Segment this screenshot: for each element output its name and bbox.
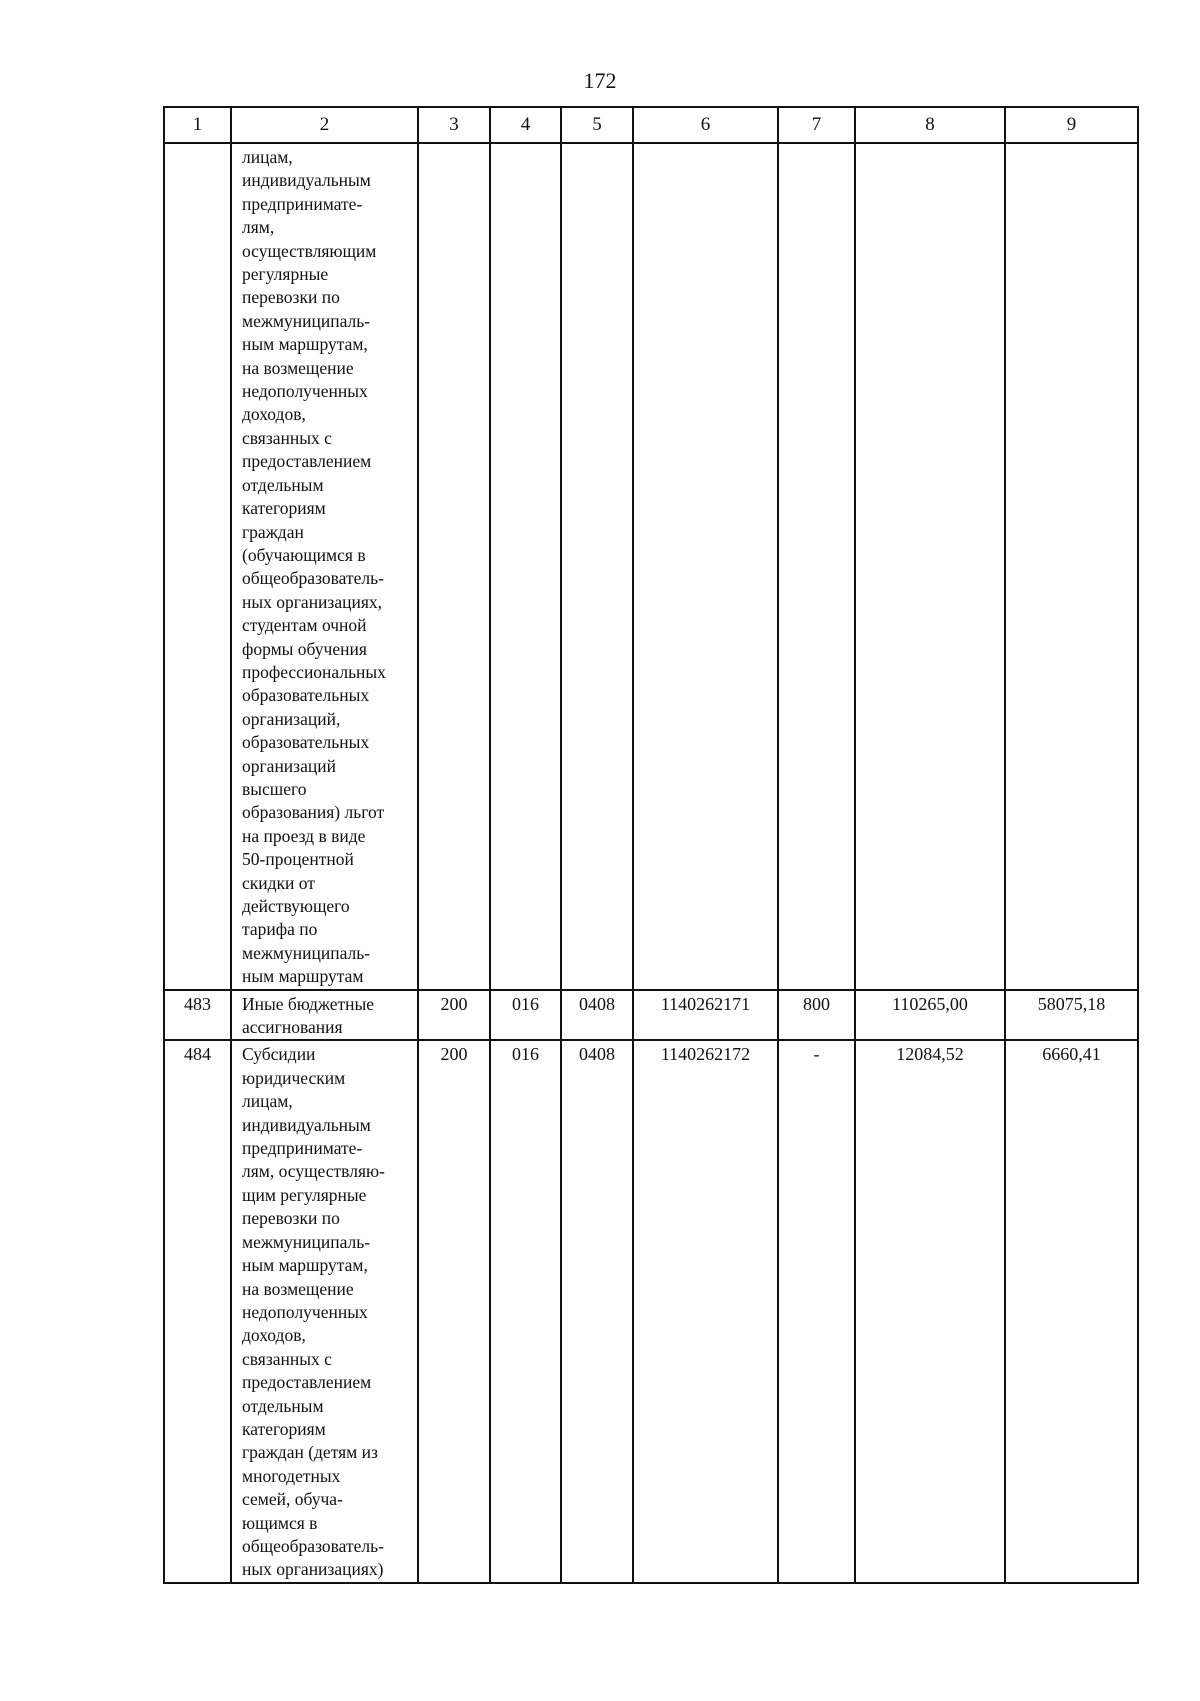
column-header: 7 bbox=[778, 107, 855, 143]
item-name-line: доходов, bbox=[242, 404, 306, 425]
item-name-line: Субсидии bbox=[242, 1044, 316, 1065]
budget-table bbox=[163, 106, 1139, 1584]
item-name-line: формы обучения bbox=[242, 638, 367, 659]
item-name-line: ным маршрутам, bbox=[242, 334, 368, 355]
item-name-line: на возмещение bbox=[242, 357, 354, 378]
item-name-line: перевозки по bbox=[242, 1208, 340, 1229]
item-name-line: недополученных bbox=[242, 381, 368, 402]
item-name-line: студентам очной bbox=[242, 615, 367, 636]
column-header: 6 bbox=[633, 107, 778, 143]
item-name-line: межмуниципаль- bbox=[242, 310, 371, 331]
kbk-code-cell bbox=[633, 143, 778, 990]
item-name-line: щим регулярные bbox=[242, 1184, 367, 1205]
item-name-line: ассигнования bbox=[242, 1017, 343, 1038]
item-name-line: категориям bbox=[242, 498, 326, 519]
column-number-row bbox=[164, 107, 1138, 143]
item-name-cell bbox=[231, 143, 418, 990]
item-name-line: тарифа по bbox=[242, 919, 318, 940]
column-5-cell: 0408 bbox=[561, 1040, 633, 1582]
item-name-line: граждан bbox=[242, 521, 304, 542]
item-name-line: общеобразователь- bbox=[242, 1535, 384, 1556]
item-name-line: индивидуальным bbox=[242, 1114, 371, 1135]
row-number-cell bbox=[164, 143, 231, 990]
item-name-line: скидки от bbox=[242, 872, 315, 893]
amount-executed-cell bbox=[1005, 143, 1138, 990]
column-header: 4 bbox=[490, 107, 561, 143]
item-name-line: на возмещение bbox=[242, 1278, 354, 1299]
column-4-cell: 016 bbox=[490, 990, 561, 1041]
item-name-line: предоставлением bbox=[242, 451, 372, 472]
item-name-line: образовательных bbox=[242, 685, 370, 706]
item-name-line: ным маршрутам, bbox=[242, 1255, 368, 1276]
item-name-line: образования) льгот bbox=[242, 802, 385, 823]
column-header: 2 bbox=[231, 107, 418, 143]
item-name-line: регулярные bbox=[242, 264, 329, 285]
item-name-line: 50-процентной bbox=[242, 849, 354, 870]
item-name-line: ющимся в bbox=[242, 1512, 318, 1533]
item-name-line: ных организациях, bbox=[242, 591, 383, 612]
column-header: 1 bbox=[164, 107, 231, 143]
column-3-cell bbox=[418, 143, 490, 990]
item-name-line: предпринимате- bbox=[242, 1138, 363, 1159]
item-name-line: доходов, bbox=[242, 1325, 306, 1346]
item-name-line: предпринимате- bbox=[242, 193, 363, 214]
column-3-cell: 200 bbox=[418, 1040, 490, 1582]
column-header: 9 bbox=[1005, 107, 1138, 143]
column-4-cell: 016 bbox=[490, 1040, 561, 1582]
item-name-line: индивидуальным bbox=[242, 170, 371, 191]
item-name-line: общеобразователь- bbox=[242, 568, 384, 589]
item-name-line: перевозки по bbox=[242, 287, 340, 308]
item-name-line: отдельным bbox=[242, 474, 324, 495]
amount-cell: 110265,00 bbox=[855, 990, 1005, 1041]
item-name-line: организаций bbox=[242, 755, 336, 776]
amount-cell bbox=[855, 143, 1005, 990]
item-name-line: категориям bbox=[242, 1418, 326, 1439]
item-name-line: многодетных bbox=[242, 1465, 341, 1486]
item-name-line: лям, bbox=[242, 217, 275, 238]
item-name-line: лям, осуществляю- bbox=[242, 1161, 385, 1182]
item-name-line: юридическим bbox=[242, 1067, 346, 1088]
table-row bbox=[164, 143, 1138, 990]
expense-type-cell: - bbox=[778, 1040, 855, 1582]
item-name-line: связанных с bbox=[242, 1348, 332, 1369]
amount-cell: 12084,52 bbox=[855, 1040, 1005, 1582]
item-name-line: действующего bbox=[242, 896, 350, 916]
column-5-cell: 0408 bbox=[561, 990, 633, 1041]
item-name-line: организаций, bbox=[242, 708, 341, 729]
item-name-line: предоставлением bbox=[242, 1372, 372, 1393]
item-name-line: (обучающимся в bbox=[242, 544, 366, 565]
item-name-line: на проезд в виде bbox=[242, 825, 366, 846]
row-number-cell: 484 bbox=[164, 1040, 231, 1582]
amount-executed-cell: 6660,41 bbox=[1005, 1040, 1138, 1582]
item-name-line: отдельным bbox=[242, 1395, 324, 1416]
column-header: 5 bbox=[561, 107, 633, 143]
item-name-line: семей, обуча- bbox=[242, 1489, 343, 1510]
column-header: 8 bbox=[855, 107, 1005, 143]
column-5-cell bbox=[561, 143, 633, 990]
item-name-line: профессиональных bbox=[242, 661, 386, 682]
item-name-line: граждан (детям из bbox=[242, 1442, 378, 1463]
column-3-cell: 200 bbox=[418, 990, 490, 1041]
item-name-cell bbox=[231, 1040, 418, 1582]
item-name-line: межмуниципаль- bbox=[242, 942, 371, 963]
column-4-cell bbox=[490, 143, 561, 990]
item-name-line: межмуниципаль- bbox=[242, 1231, 371, 1252]
item-name-line: ным маршрутам bbox=[242, 966, 364, 987]
item-name-line: Иные бюджетные bbox=[242, 993, 375, 1014]
item-name-cell bbox=[231, 990, 418, 1041]
item-name-line: лицам, bbox=[242, 1091, 293, 1112]
kbk-code-cell: 1140262172 bbox=[633, 1040, 778, 1582]
item-name-line: ных организациях) bbox=[242, 1559, 384, 1580]
column-header: 3 bbox=[418, 107, 490, 143]
item-name-line: связанных с bbox=[242, 427, 332, 448]
expense-type-cell: 800 bbox=[778, 990, 855, 1041]
row-number-cell: 483 bbox=[164, 990, 231, 1041]
kbk-code-cell: 1140262171 bbox=[633, 990, 778, 1041]
table-row bbox=[164, 990, 1138, 1041]
item-name-line: высшего bbox=[242, 778, 307, 799]
item-name-line: осуществляющим bbox=[242, 240, 377, 261]
item-name-line: недополученных bbox=[242, 1301, 368, 1322]
table-row bbox=[164, 1040, 1138, 1582]
item-name-line: образовательных bbox=[242, 732, 370, 753]
item-name-line: лицам, bbox=[242, 147, 293, 167]
amount-executed-cell: 58075,18 bbox=[1005, 990, 1138, 1041]
expense-type-cell bbox=[778, 143, 855, 990]
page-number: 172 bbox=[583, 68, 617, 93]
